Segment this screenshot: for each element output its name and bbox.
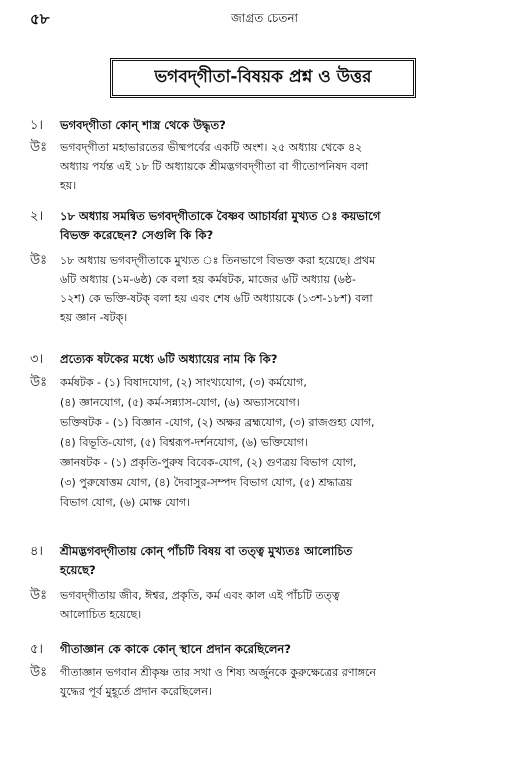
answer-line: বিভাগ যোগ, (৬) মোক্ষ যোগ।	[60, 496, 191, 509]
answer-line: (৪) জ্ঞানযোগ, (৫) কর্ম-সন্ন্যাস-যোগ, (৬) অভ্যাসযোগ।	[60, 396, 300, 409]
question-line: ভগবদ্‌গীতা কোন্‌ শাস্ত্র থেকে উদ্ধৃত?	[60, 118, 226, 132]
running-title: জাগ্রত চেতনা	[230, 11, 298, 25]
answer-line: যুদ্ধের পূর্ব মুহূর্তে প্রদান করেছিলেন।	[60, 685, 212, 698]
answer-line: ৬টি অধ্যায় (১ম-৬ষ্ঠ) কে বলা হয় কর্মষটক, মাজের ৬টি অধ্যায় (৬ষ্ঠ-	[60, 273, 356, 286]
answer-line: হয় জ্ঞান -ষটক্‌।	[60, 311, 128, 324]
answer-line: গীতাজ্ঞান ভগবান শ্রীকৃষ্ণ তার সখা ও শিষ্য অর্জুনকে কুরুক্ষেত্রের রণাঙ্গনে	[60, 666, 376, 679]
answer-2	[0, 251, 529, 327]
question-line: প্রত্যেক ষটকের মধ্যে ৬টি অধ্যায়ের নাম কি কি?	[60, 352, 278, 366]
question-line: হয়েছে?	[60, 563, 96, 577]
question-line: বিভক্ত করেছেন? সেগুলি কি কি?	[60, 228, 214, 242]
answer-marker: উঃ	[30, 375, 48, 390]
answer-4	[0, 586, 529, 624]
question-number: ২।	[30, 209, 44, 224]
answer-3	[0, 373, 529, 513]
answer-line: ভগবদ্‌গীতা মহাভারতের ভীষ্মপর্বের একটি অংশ। ২৫ অধ্যায় থেকে ৪২	[60, 141, 363, 154]
qa-item-4	[0, 542, 529, 624]
answer-line: ভক্তিষটক - (১) বিজ্ঞান -যোগ, (২) অক্ষর ব্রহ্মযোগ, (৩) রাজগুহ্য যোগ,	[60, 416, 375, 429]
qa-item-5	[0, 640, 529, 701]
answer-line: অধ্যায় পর্যন্ত এই ১৮ টি অধ্যায়কে শ্রীমদ্ভগবদ্‌গীতা বা গীতোপনিষদ বলা	[60, 160, 369, 173]
answer-line: হয়।	[60, 179, 77, 192]
answer-line: ভগবদ্‌গীতায় জীব, ঈশ্বর, প্রকৃতি, কর্ম এবং কাল এই পাঁচটি তত্ত্ব	[60, 589, 340, 602]
page-number: ৫৮	[30, 10, 50, 28]
answer-line: জ্ঞানষটক - (১) প্রকৃতি-পুরুষ বিবেক-যোগ, (২) গুণত্রয় বিভাগ যোগ,	[60, 456, 357, 469]
answer-line: ১২শ) কে ভক্তি-ষটক্‌ বলা হয় এবং শেষ ৬টি অধ্যায়কে (১৩শ-১৮শ) বলা	[60, 292, 373, 305]
answer-marker: উঃ	[30, 253, 48, 268]
answer-1	[0, 138, 529, 195]
section-title: ভগবদ্‌গীতা-বিষয়ক প্রশ্ন ও উত্তর	[154, 67, 372, 87]
answer-line: কর্মষটক - (১) বিষাদযোগ, (২) সাংখ্যযোগ, (৩) কর্মযোগ,	[60, 376, 307, 389]
question-2	[0, 207, 529, 245]
question-4	[0, 542, 529, 580]
answer-marker: উঃ	[30, 588, 48, 603]
answer-marker: উঃ	[30, 140, 48, 155]
question-line: গীতাজ্ঞান কে কাকে কোন্‌ স্থানে প্রদান করেছিলেন?	[60, 642, 291, 656]
qa-item-2	[0, 207, 529, 327]
question-5	[0, 640, 529, 659]
section-title-box	[110, 58, 416, 98]
question-number: ৩।	[30, 352, 44, 367]
answer-line: আলোচিত হয়েছে।	[60, 608, 142, 621]
answer-line: ১৮ অধ্যায় ভগবদ্‌গীতাকে মুখ্যত ঃ তিনভাগে বিভক্ত করা হয়েছে। প্রথম	[60, 254, 376, 267]
qa-item-3	[0, 350, 529, 513]
answer-5	[0, 663, 529, 701]
question-number: ৫।	[30, 642, 44, 657]
answer-marker: উঃ	[30, 665, 48, 680]
question-1	[0, 116, 529, 135]
page-header	[0, 6, 529, 32]
answer-line: (৪) বিভূতি-যোগ, (৫) বিশ্বরূপ-দর্শনযোগ, (৬) ভক্তিযোগ।	[60, 436, 308, 449]
question-number: ১।	[30, 118, 44, 133]
question-number: ৪।	[30, 544, 44, 559]
question-line: শ্রীমদ্ভগবদ্‌গীতায় কোন্‌ পাঁচটি বিষয় বা তত্ত্ব মুখ্যতঃ আলোচিত	[60, 544, 353, 558]
qa-item-1	[0, 116, 529, 195]
question-3	[0, 350, 529, 369]
question-line: ১৮ অধ্যায় সমন্বিত ভগবদ্‌গীতাকে বৈষ্ণব আচার্যরা মুখ্যত ঃ কয়ভাগে	[60, 209, 381, 223]
answer-line: (৩) পুরুষোত্তম যোগ, (৪) দৈবাসুর-সম্পদ বিভাগ যোগ, (৫) শ্রদ্ধাত্রয়	[60, 476, 353, 489]
